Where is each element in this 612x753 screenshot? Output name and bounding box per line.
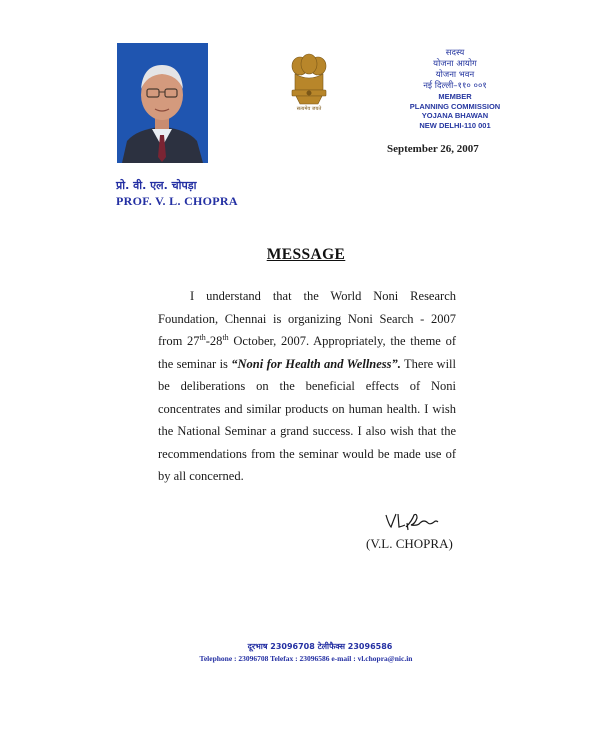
ordinal-suffix: th xyxy=(222,332,229,342)
footer-contact-hindi: दूरभाष 23096708 टेलीफैक्स 23096586 xyxy=(247,642,393,651)
address-hindi-line: सदस्य xyxy=(445,48,465,58)
address-english-line: NEW DELHI-110 001 xyxy=(419,120,491,130)
letterhead-address xyxy=(385,48,525,130)
ordinal-suffix: th xyxy=(199,332,206,342)
handwritten-signature xyxy=(384,511,440,535)
message-body xyxy=(158,285,456,488)
body-text-part: October, 2007. Appropriately, the theme of the seminar is xyxy=(158,334,456,371)
address-hindi-line: योजना भवन xyxy=(435,70,475,80)
address-english-line: YOJANA BHAWAN xyxy=(421,111,489,120)
footer-contact-english: Telephone : 23096708 Telefax : 23096586 e-mail : vl.chopra@nic.in xyxy=(199,654,413,663)
body-text-part: I understand that the World Noni Research Foundation, Chennai is organizing Noni Search - 2007 from 27 xyxy=(158,289,456,348)
body-text-part: -28 xyxy=(205,334,223,348)
portrait-photo xyxy=(117,43,208,163)
message-heading: MESSAGE xyxy=(266,246,346,263)
sender-name-block xyxy=(116,178,238,209)
seminar-theme: “Noni for Health and Wellness”. xyxy=(231,356,401,371)
sender-name-hindi: प्रो. वी. एल. चोपड़ा xyxy=(116,179,197,192)
address-english-line: MEMBER xyxy=(438,92,472,101)
address-hindi-line: नई दिल्ली–११० ००१ xyxy=(423,81,487,91)
sender-name-english: PROF. V. L. CHOPRA xyxy=(116,194,238,208)
body-text-part: There will be deliberations on the beneficial effects of Noni concentrates and similar products on human health. I wish the National Seminar a grand success. I also wish that the recommendations from the seminar would be made use of by all concerned. xyxy=(158,356,456,483)
letter-date: September 26, 2007 xyxy=(387,143,479,155)
emblem-motto: सत्यमेव जयते xyxy=(296,106,322,112)
letterhead-footer xyxy=(0,641,612,663)
national-emblem-icon xyxy=(287,52,331,120)
address-english-line: PLANNING COMMISSION xyxy=(409,101,501,111)
signatory-name: (V.L. CHOPRA) xyxy=(366,536,453,551)
address-hindi-line: योजना आयोग xyxy=(433,59,477,69)
